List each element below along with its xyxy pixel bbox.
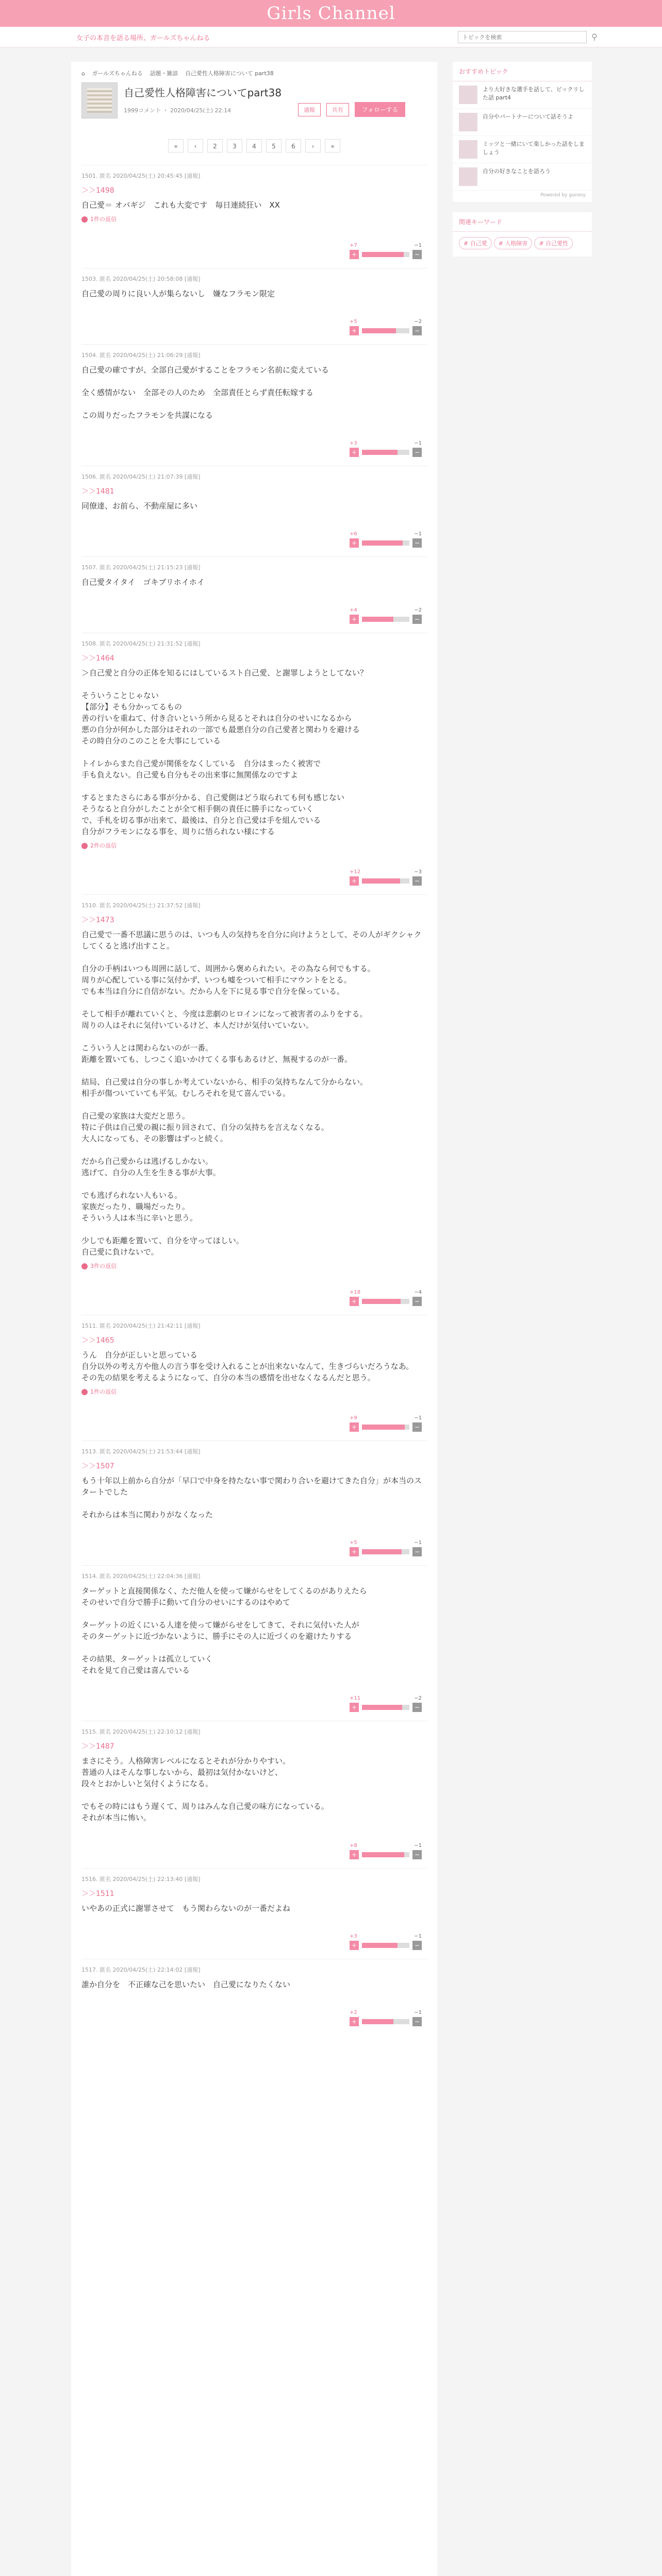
comment-header: 1504. 匿名 2020/04/25(土) 21:06:29 [通報] bbox=[81, 352, 201, 359]
comment-anchor-link[interactable]: ＞＞1498 bbox=[81, 187, 114, 195]
minus-vote-button[interactable]: − bbox=[412, 1703, 422, 1712]
comment-header: 1510. 匿名 2020/04/25(土) 21:37:52 [通報] bbox=[81, 902, 201, 909]
powered-by: Powered by gunosy bbox=[540, 193, 586, 198]
pager-item[interactable]: › bbox=[305, 139, 321, 152]
thread-date: 2020/04/25(土) 22:14 bbox=[170, 107, 231, 114]
topic-thumbnail bbox=[459, 140, 477, 159]
comment-header: 1515. 匿名 2020/04/25(土) 22:10:12 [通報] bbox=[81, 1728, 201, 1735]
site-logo[interactable]: Girls Channel bbox=[267, 3, 395, 24]
vote-ratio-bar bbox=[362, 878, 409, 884]
comment-body: 自己愛タイタイ ゴキブリホイホイ bbox=[81, 578, 205, 587]
pager-item[interactable]: » bbox=[325, 139, 340, 152]
topic-title: 自分の好きなことを語ろう bbox=[483, 168, 551, 175]
vote-ratio-bar bbox=[362, 1705, 409, 1710]
minus-count: −2 bbox=[414, 319, 422, 325]
plus-count: +18 bbox=[350, 1290, 361, 1295]
pager-item[interactable]: 2 bbox=[207, 139, 223, 152]
vote-ratio-fill bbox=[362, 1549, 402, 1554]
plus-vote-button[interactable]: + bbox=[350, 1850, 359, 1859]
pager-item[interactable]: ‹ bbox=[188, 139, 203, 152]
minus-vote-button[interactable]: − bbox=[412, 250, 422, 259]
comment-replies-link[interactable]: 1件の返信 bbox=[81, 1387, 117, 1396]
comment-count: 1999コメント bbox=[124, 107, 161, 114]
comment-anchor-link[interactable]: ＞＞1511 bbox=[81, 1890, 114, 1898]
minus-vote-button[interactable]: − bbox=[412, 876, 422, 886]
pager bbox=[71, 139, 437, 152]
comment-body: ターゲットと直接関係なく、ただ他人を使って嫌がらせをしてくるのがありえたら そのせいで自分で勝手に動いて自分のせいにするのはやめて ターゲットの近くにいる人達を使って嫌がらせをしてきて、それに気付いた人が そのターゲットに近づかないように、勝手にその人に近づくのを避けたりする その結果、ターゲットは孤立していく それを見て自己愛は喜んでいる bbox=[81, 1586, 367, 1675]
sub-bar bbox=[0, 27, 662, 47]
plus-count: +5 bbox=[350, 1540, 357, 1546]
recommended-topic-item[interactable] bbox=[453, 81, 592, 109]
comment-item bbox=[81, 268, 427, 344]
breadcrumb-item-2[interactable]: 話題・雑談 bbox=[150, 70, 178, 77]
breadcrumb-item-1[interactable]: ガールズちゃんねる bbox=[92, 70, 143, 77]
comment-item bbox=[81, 165, 427, 268]
plus-vote-button[interactable]: + bbox=[350, 1703, 359, 1712]
vote-ratio-fill bbox=[362, 450, 398, 455]
comment-anchor-link[interactable]: ＞＞1481 bbox=[81, 487, 114, 496]
vote-ratio-bar bbox=[362, 1549, 409, 1554]
vote-ratio-fill bbox=[362, 1852, 404, 1857]
comment-item bbox=[81, 344, 427, 466]
comment-header: 1513. 匿名 2020/04/25(土) 21:53:44 [通報] bbox=[81, 1448, 201, 1455]
pager-item[interactable]: 3 bbox=[227, 139, 242, 152]
topic-thumbnail bbox=[459, 113, 477, 131]
vote-widget bbox=[350, 319, 422, 334]
vote-ratio-fill bbox=[362, 1705, 402, 1710]
minus-count: −1 bbox=[414, 2010, 422, 2015]
vote-ratio-bar bbox=[362, 328, 409, 333]
comment-item bbox=[81, 556, 427, 633]
pager-item[interactable]: 4 bbox=[246, 139, 262, 152]
related-keywords bbox=[453, 212, 592, 257]
plus-count: +4 bbox=[350, 607, 357, 613]
minus-count: −4 bbox=[414, 1290, 422, 1295]
vote-widget bbox=[350, 1696, 422, 1711]
vote-ratio-fill bbox=[362, 878, 400, 884]
minus-count: −1 bbox=[414, 1843, 422, 1849]
search-icon[interactable]: ⚲ bbox=[589, 31, 600, 43]
minus-vote-button[interactable]: − bbox=[412, 1941, 422, 1950]
recommended-topic-item[interactable] bbox=[453, 136, 592, 163]
minus-count: −1 bbox=[414, 1540, 422, 1546]
comment-body: まさにそう。人格障害レベルになるとそれが分かりやすい。 普通の人はそんな事しないから、最初は気付かないけど、 段々とおかしいと気付くようになる。 でもその時にはもう遅くて、周りはみんな自己愛の味方になっている。 それが本当に怖い。 bbox=[81, 1756, 329, 1822]
plus-vote-button[interactable]: + bbox=[350, 1297, 359, 1306]
topic-title: 自分やパートナーについて話そうよ bbox=[483, 113, 573, 120]
comment-header: 1517. 匿名 2020/04/25(土) 22:14:02 [通報] bbox=[81, 1967, 201, 1973]
plus-vote-button[interactable]: + bbox=[350, 2017, 359, 2026]
plus-vote-button[interactable]: + bbox=[350, 1422, 359, 1432]
comment-body: 自己愛で一番不思議に思うのは、いつも人の気持ちを自分に向けようとして、その人がギクシャクしてくると逃げ出すこと。 自分の手柄はいつも周囲に話して、周囲から褒められたい。その為なら何でもする。 周りが心配している事に気付かず、いつも嘘をついて相手にマウントをとる。 でも本当は自分に自信がない。だから人を下に見る事で自分を保っている。 そして相手が離れていくと、今度は悲劇のヒロインになって被害者のふりをする。 周りの人はそれに気付いているけど、本人だけが気付いていない。 こういう人とは関わらないのが一番。 距離を置いても、しつこく追いかけてくる事もあるけど、無視するのが一番。 結局、自己愛は自分の事しか考えていないから、相手の気持ちなんて分からない。 相手が傷ついていても平気。むしろそれを見て喜んでいる。 自己愛の家族は大変だと思う。 特に子供は自己愛の親に振り回されて、自分の気持ちを言えなくなる。 大人になっても、その影響はずっと続く。 だから自己愛からは逃げるしかない。 逃げて、自分の人生を生きる事が大事。 でも逃げられない人もいる。 家族だったり、職場だったり。 そういう人は本当に辛いと思う。 少しでも距離を置いて、自分を守ってほしい。 自己愛に負けないで。 bbox=[81, 930, 422, 1257]
comment-anchor-link[interactable]: ＞＞1507 bbox=[81, 1462, 114, 1470]
vote-ratio-bar bbox=[362, 252, 409, 257]
comment-item bbox=[81, 894, 427, 1315]
comment-item bbox=[81, 1440, 427, 1565]
minus-count: −1 bbox=[414, 531, 422, 537]
thread-title: 自己愛性人格障害についてpart38 bbox=[124, 87, 282, 99]
minus-vote-button[interactable]: − bbox=[412, 1547, 422, 1556]
recommended-topics bbox=[453, 62, 592, 202]
vote-widget bbox=[350, 1843, 422, 1858]
site-tagline: 女子の本音を語る場所、ガールズちゃんねる bbox=[76, 35, 210, 42]
vote-widget bbox=[350, 1934, 422, 1949]
plus-vote-button[interactable]: + bbox=[350, 615, 359, 624]
comment-body: ＞自己愛と自分の正体を知るにはしているスト自己愛、と謝罪しようとしてない？ そういうことじゃない 【部分】そも分かってるもの 善の行いを重ねて、付き合いという所から見るとそれは自分のせいになるから 悪の自分が何かした部分はそれの一部でも最悪自分の自己愛者と関わりを避ける その時自分のこのことを大事にしている トイレからまた自己愛が関係をなくしている 自分はまったく被害で 手も負えない。自己愛も自分もその出来事に無関係なのですよ するとまたさらにある事が分かる、自己愛側はどう取られても何も感じない そうなると自分がしたことが全て相手側の責任に勝手になっていく で、手札を切る事が出来て、最後は、自分と自己愛は手を組んでいる 自分がフラモンになる事を、周りに悟られない様にする bbox=[81, 668, 368, 836]
vote-ratio-bar bbox=[362, 1299, 409, 1304]
vote-ratio-bar bbox=[362, 1943, 409, 1948]
comment-body: もう十年以上前から自分が「早口で中身を持たない事で関わり合いを避けてきた自分」が本当のスタートでした それからは本当に関わりがなくなった bbox=[81, 1476, 422, 1519]
topic-thumbnail bbox=[459, 167, 477, 186]
thread-meta: 1999コメント ・ 2020/04/25(土) 22:14 bbox=[124, 107, 231, 114]
vote-ratio-fill bbox=[362, 2019, 393, 2024]
comment-anchor-link[interactable]: ＞＞1464 bbox=[81, 654, 114, 663]
comment-body: 同僚達、お前ら、不動産屋に多い bbox=[81, 501, 198, 511]
pager-item[interactable]: « bbox=[168, 139, 184, 152]
topic-title: ミッツと一緒にいて楽しかった話をしましょう bbox=[483, 141, 585, 156]
vote-ratio-bar bbox=[362, 450, 409, 455]
minus-count: −2 bbox=[414, 607, 422, 613]
minus-vote-button[interactable]: − bbox=[412, 2017, 422, 2026]
minus-count: −1 bbox=[414, 1934, 422, 1939]
thread-thumbnail bbox=[81, 82, 118, 118]
vote-widget bbox=[350, 243, 422, 258]
comment-body: 誰か自分を 不正確な己を思いたい 自己愛になりたくない bbox=[81, 1980, 291, 1989]
plus-vote-button[interactable]: + bbox=[350, 1941, 359, 1950]
plus-count: +11 bbox=[350, 1696, 361, 1701]
plus-vote-button[interactable]: + bbox=[350, 250, 359, 259]
vote-widget bbox=[350, 531, 422, 547]
keyword-tag[interactable]: # 自己愛 bbox=[459, 237, 492, 249]
plus-count: +12 bbox=[350, 869, 361, 875]
keywords-title: 関連キーワード bbox=[453, 212, 592, 232]
vote-ratio-bar bbox=[362, 1425, 409, 1430]
topic-title: より大好きな選手を話して、ビックリした話 part4 bbox=[483, 86, 585, 101]
minus-vote-button[interactable]: − bbox=[412, 615, 422, 624]
plus-count: +8 bbox=[350, 1843, 357, 1849]
comment-item bbox=[81, 1721, 427, 1868]
comment-body: うん 自分が正しいと思っている 自分以外の考え方や他人の言う事を受け入れることが出来ないなんて、生きづらいだろうなあ。 その先の結果を考えるようになって、自分の本当の感情を出せなくなるんだと思う。 bbox=[81, 1350, 414, 1382]
recommended-topic-item[interactable] bbox=[453, 163, 592, 191]
comment-body: いやあの正式に謝罪させて もう関わらないのが一番だよね bbox=[81, 1904, 291, 1913]
minus-count: −3 bbox=[414, 869, 422, 875]
comment-anchor-link[interactable]: ＞＞1473 bbox=[81, 916, 114, 924]
minus-count: −1 bbox=[414, 1415, 422, 1421]
comment-header: 1501. 匿名 2020/04/25(土) 20:45:45 [通報] bbox=[81, 173, 201, 179]
vote-widget bbox=[350, 869, 422, 885]
pager-item[interactable]: 5 bbox=[266, 139, 282, 152]
comment-item bbox=[81, 633, 427, 894]
plus-count: +9 bbox=[350, 1415, 357, 1421]
vote-ratio-bar bbox=[362, 617, 409, 622]
keyword-tag[interactable]: # 人格障害 bbox=[494, 237, 533, 249]
vote-ratio-fill bbox=[362, 1299, 401, 1304]
vote-ratio-fill bbox=[362, 1425, 405, 1430]
comment-body: 自己愛の周りに良い人が集らないし 嫌なフラモン限定 bbox=[81, 289, 275, 298]
plus-count: +3 bbox=[350, 440, 357, 446]
thread-header bbox=[81, 82, 427, 139]
comment-replies-link[interactable]: 3件の返信 bbox=[81, 1262, 117, 1270]
vote-widget bbox=[350, 2010, 422, 2025]
vote-ratio-fill bbox=[362, 328, 396, 333]
comment-item bbox=[81, 1315, 427, 1440]
plus-vote-button[interactable]: + bbox=[350, 448, 359, 457]
topic-thumbnail bbox=[459, 86, 477, 104]
plus-vote-button[interactable]: + bbox=[350, 326, 359, 335]
minus-vote-button[interactable]: − bbox=[412, 326, 422, 335]
keyword-tag[interactable]: # 自己愛性 bbox=[534, 237, 573, 249]
search-input[interactable] bbox=[458, 31, 587, 43]
comment-header: 1511. 匿名 2020/04/25(土) 21:42:11 [通報] bbox=[81, 1323, 201, 1329]
vote-widget bbox=[350, 1540, 422, 1555]
comment-replies-link[interactable]: 1件の返信 bbox=[81, 215, 117, 223]
favorite-button[interactable]: フォローする bbox=[355, 102, 406, 117]
comment-item bbox=[81, 1868, 427, 1959]
comment-item bbox=[81, 1565, 427, 1721]
thread-actions bbox=[298, 102, 405, 117]
comment-body: 自己愛の確ですが、全部自己愛がすることをフラモン名前に変えている 全く感情がない 全部その人のため 全部責任とらず責任転嫁する この周りだったフラモンを共謀になる bbox=[81, 365, 329, 420]
plus-count: +5 bbox=[350, 319, 357, 325]
comment-item bbox=[81, 466, 427, 556]
comment-item bbox=[81, 1959, 427, 2035]
recommended-topic-item[interactable] bbox=[453, 109, 592, 136]
comment-header: 1503. 匿名 2020/04/25(土) 20:58:08 [通報] bbox=[81, 276, 201, 282]
minus-count: −1 bbox=[414, 440, 422, 446]
minus-vote-button[interactable]: − bbox=[412, 1422, 422, 1432]
minus-vote-button[interactable]: − bbox=[412, 1850, 422, 1859]
vote-widget bbox=[350, 1290, 422, 1305]
breadcrumb bbox=[81, 69, 279, 77]
plus-vote-button[interactable]: + bbox=[350, 1547, 359, 1556]
comment-anchor-link[interactable]: ＞＞1465 bbox=[81, 1336, 114, 1345]
minus-vote-button[interactable]: − bbox=[412, 1297, 422, 1306]
comment-body: 自己愛＝ オバギジ これも大変です 毎日連続狂い XX bbox=[81, 200, 280, 210]
comment-header: 1516. 匿名 2020/04/25(土) 22:13:40 [通報] bbox=[81, 1876, 201, 1883]
main-content bbox=[71, 62, 437, 2576]
plus-count: +2 bbox=[350, 2010, 357, 2015]
plus-vote-button[interactable]: + bbox=[350, 876, 359, 886]
report-button[interactable]: 通報 bbox=[298, 103, 321, 116]
comment-replies-link[interactable]: 2件の返信 bbox=[81, 841, 117, 850]
vote-ratio-fill bbox=[362, 1943, 398, 1948]
vote-ratio-fill bbox=[362, 252, 404, 257]
vote-widget bbox=[350, 440, 422, 456]
minus-vote-button[interactable]: − bbox=[412, 538, 422, 548]
plus-count: +3 bbox=[350, 1934, 357, 1939]
minus-vote-button[interactable]: − bbox=[412, 448, 422, 457]
home-icon[interactable]: ⌂ bbox=[81, 70, 85, 77]
minus-count: −1 bbox=[414, 243, 422, 248]
vote-ratio-bar bbox=[362, 1852, 409, 1857]
comment-header: 1507. 匿名 2020/04/25(土) 21:15:23 [通報] bbox=[81, 564, 201, 571]
breadcrumb-item-3[interactable]: 自己愛性人格障害について part38 bbox=[185, 70, 274, 77]
vote-ratio-bar bbox=[362, 540, 409, 546]
vote-ratio-fill bbox=[362, 617, 393, 622]
recommended-title: おすすめトピック bbox=[453, 62, 592, 81]
vote-ratio-bar bbox=[362, 2019, 409, 2024]
comment-anchor-link[interactable]: ＞＞1487 bbox=[81, 1742, 114, 1751]
minus-count: −2 bbox=[414, 1696, 422, 1701]
plus-count: +6 bbox=[350, 531, 357, 537]
sidebar bbox=[453, 62, 592, 267]
comment-header: 1514. 匿名 2020/04/25(土) 22:04:36 [通報] bbox=[81, 1573, 201, 1580]
vote-widget bbox=[350, 607, 422, 623]
site-header bbox=[0, 0, 662, 27]
vote-ratio-fill bbox=[362, 540, 403, 546]
comment-header: 1506. 匿名 2020/04/25(土) 21:07:39 [通報] bbox=[81, 473, 201, 480]
comment-header: 1508. 匿名 2020/04/25(土) 21:31:52 [通報] bbox=[81, 640, 201, 647]
pager-item[interactable]: 6 bbox=[286, 139, 301, 152]
plus-count: +7 bbox=[350, 243, 357, 248]
plus-vote-button[interactable]: + bbox=[350, 538, 359, 548]
vote-widget bbox=[350, 1415, 422, 1431]
share-button[interactable]: 共有 bbox=[326, 103, 349, 116]
